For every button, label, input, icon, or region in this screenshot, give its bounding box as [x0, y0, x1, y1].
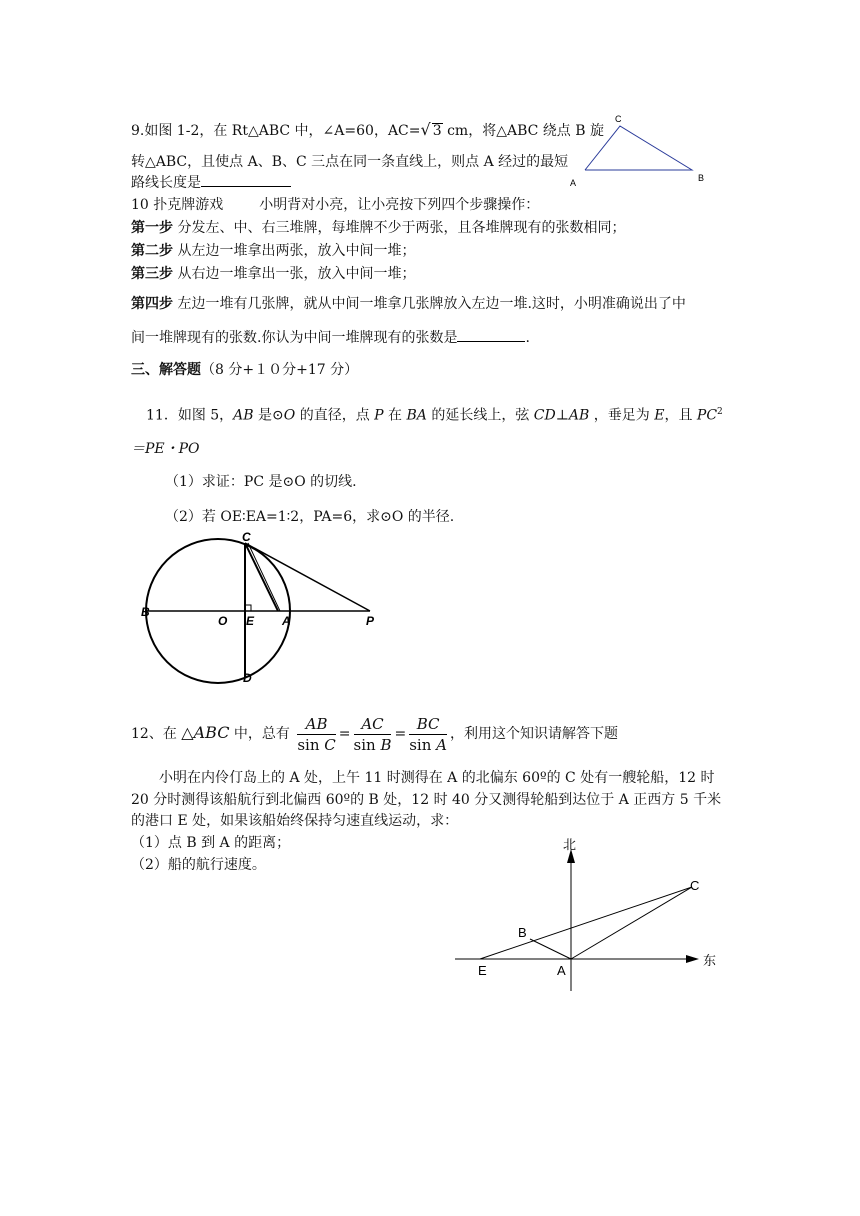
segment-ab [530, 939, 571, 959]
step-label: 第三步 [131, 266, 173, 282]
q11-line2: ＝PE・PO [131, 441, 200, 457]
frac-den [409, 735, 447, 755]
q11-ab: AB [568, 407, 590, 424]
q11-t: ，且 [664, 407, 697, 424]
q12-mid: 中，总有 [229, 726, 290, 742]
label-a: A [282, 614, 291, 628]
q10-step3 [131, 265, 415, 283]
q9-line3-text: 路线长度是 [131, 175, 201, 191]
equals: = [394, 726, 407, 742]
q11-e: E [654, 407, 665, 424]
triangle-abc [585, 126, 692, 170]
segment-ac [571, 887, 692, 959]
q12-sub2: （2）船的航行速度。 [131, 857, 266, 873]
frac-num: BC [409, 714, 447, 735]
q11-ba: BA [406, 407, 427, 424]
frac-den [297, 735, 335, 755]
sin: sin [409, 735, 432, 754]
fraction-ac-sinb [354, 714, 392, 755]
section3-score: （8 分+１０分+17 分） [201, 362, 359, 378]
q9-line1 [131, 121, 604, 140]
section3-heading [131, 361, 358, 379]
var: C [324, 735, 336, 754]
equals: = [338, 726, 351, 742]
q11-sub1: （1）求证：PC 是⊙O 的切线. [165, 474, 357, 490]
q12-para2: 20 分时测得该船航行到北偏西 60º的 B 处，12 时 40 分又测得轮船到达位于 A 正西方 5 千米 [131, 792, 722, 808]
section3-title: 三、解答题 [131, 362, 201, 378]
q11-o: O [283, 407, 296, 424]
step-text: 左边一堆有几张牌，就从中间一堆拿几张牌放入左边一堆.这时，小明准确说出了中 [177, 296, 686, 312]
label-o: O [218, 614, 228, 628]
q10-intro: 小明背对小亮，让小亮按下列四个步骤操作： [259, 197, 540, 213]
ship-path-ec [480, 887, 692, 959]
q11-t: ⊥ [555, 407, 569, 424]
step-label: 第二步 [131, 243, 173, 259]
q9-line3 [131, 174, 291, 192]
q11-p: P [374, 407, 384, 424]
sin: sin [353, 735, 376, 754]
step-text: 分发左、中、右三堆牌，每堆牌不少于两张，且各堆牌现有的张数相同； [177, 220, 626, 236]
q11-sup: 2 [717, 407, 723, 417]
q10-title [131, 196, 539, 214]
q12-compass-figure [450, 835, 730, 1000]
q12-para1: 小明在内伶仃岛上的 A 处，上午 11 时测得在 A 的北偏东 60º的 C 处有一艘轮船，12 时 [159, 770, 715, 786]
label-p: P [366, 614, 375, 628]
q12-tri: △ABC [181, 723, 230, 742]
frac-num: AB [297, 714, 335, 735]
var: B [380, 735, 392, 754]
q12-line1 [131, 712, 618, 758]
label-c: C [242, 530, 251, 544]
q12-sub1: （1）点 B 到 A 的距离； [131, 835, 291, 851]
q12-para3: 的港口 E 处，如果该船始终保持匀速直线运动，求： [131, 813, 459, 829]
q9-line2: 转△ABC，且使点 A、B、C 三点在同一条直线上，则点 A 经过的最短 [131, 154, 569, 170]
label-e: E [246, 614, 255, 628]
q11-pc: PC [696, 407, 718, 424]
sqrt-value: 3 [432, 123, 442, 139]
step-label: 第四步 [131, 296, 173, 312]
q11-sub2: （2）若 OE∶EA=1∶2，PA=6，求⊙O 的半径. [165, 509, 455, 525]
q9-line1-after: cm，将△ABC 绕点 B 旋 [447, 123, 604, 139]
step-label: 第一步 [131, 220, 173, 236]
q11-num: 11．如图 5， [146, 407, 234, 424]
q11-cd: CD [533, 407, 556, 424]
step-text: 从右边一堆拿出一张，放入中间一堆； [177, 266, 416, 282]
q11-t: ，垂足为 [589, 407, 655, 424]
label-c: C [690, 878, 700, 893]
q10-step1 [131, 219, 625, 237]
label-b: B [141, 605, 150, 619]
label-b: B [698, 173, 705, 183]
east-arrow [686, 955, 699, 963]
q11-line1 [146, 403, 723, 425]
answer-blank-q9[interactable] [201, 174, 291, 187]
q10-last-line [131, 329, 530, 347]
label-east: 东 [703, 953, 717, 968]
frac-den [354, 735, 392, 755]
q11-t: 是⊙ [253, 407, 284, 424]
label-a: A [570, 178, 577, 188]
q9-line1-text: 9.如图 1-2，在 Rt△ABC 中，∠A=60，AC= [131, 123, 421, 139]
label-north: 北 [563, 837, 577, 852]
sin: sin [297, 735, 320, 754]
answer-blank-q10[interactable] [457, 329, 525, 342]
q12-prefix: 12、在 [131, 726, 177, 742]
q11-t: 的直径，点 [295, 407, 375, 424]
label-e: E [478, 963, 487, 978]
step-text: 从左边一堆拿出两张，放入中间一堆； [177, 243, 416, 259]
q12-suffix: ，利用这个知识请解答下题 [449, 726, 618, 742]
q10-step2 [131, 242, 415, 260]
q11-t: 的延长线上，弦 [426, 407, 534, 424]
sqrt-sign: √ [420, 120, 431, 139]
q10-last-text: 间一堆牌现有的张数.你认为中间一堆牌现有的张数是 [131, 330, 458, 346]
q11-circle-figure [130, 530, 390, 690]
label-b: B [518, 925, 527, 940]
fraction-ab-sinc [297, 714, 335, 755]
frac-num: AC [354, 714, 392, 735]
q11-t: 在 [383, 407, 407, 424]
var: A [436, 735, 447, 754]
fraction-bc-sina [409, 714, 447, 755]
label-a: A [557, 963, 566, 978]
q10-title-text: 10 扑克牌游戏 [131, 197, 224, 213]
q11-ab: AB [233, 407, 254, 424]
period: . [525, 330, 530, 346]
q10-step4 [131, 295, 686, 313]
label-c: C [615, 114, 622, 124]
label-d: D [243, 671, 252, 685]
q9-triangle-figure [560, 110, 720, 195]
